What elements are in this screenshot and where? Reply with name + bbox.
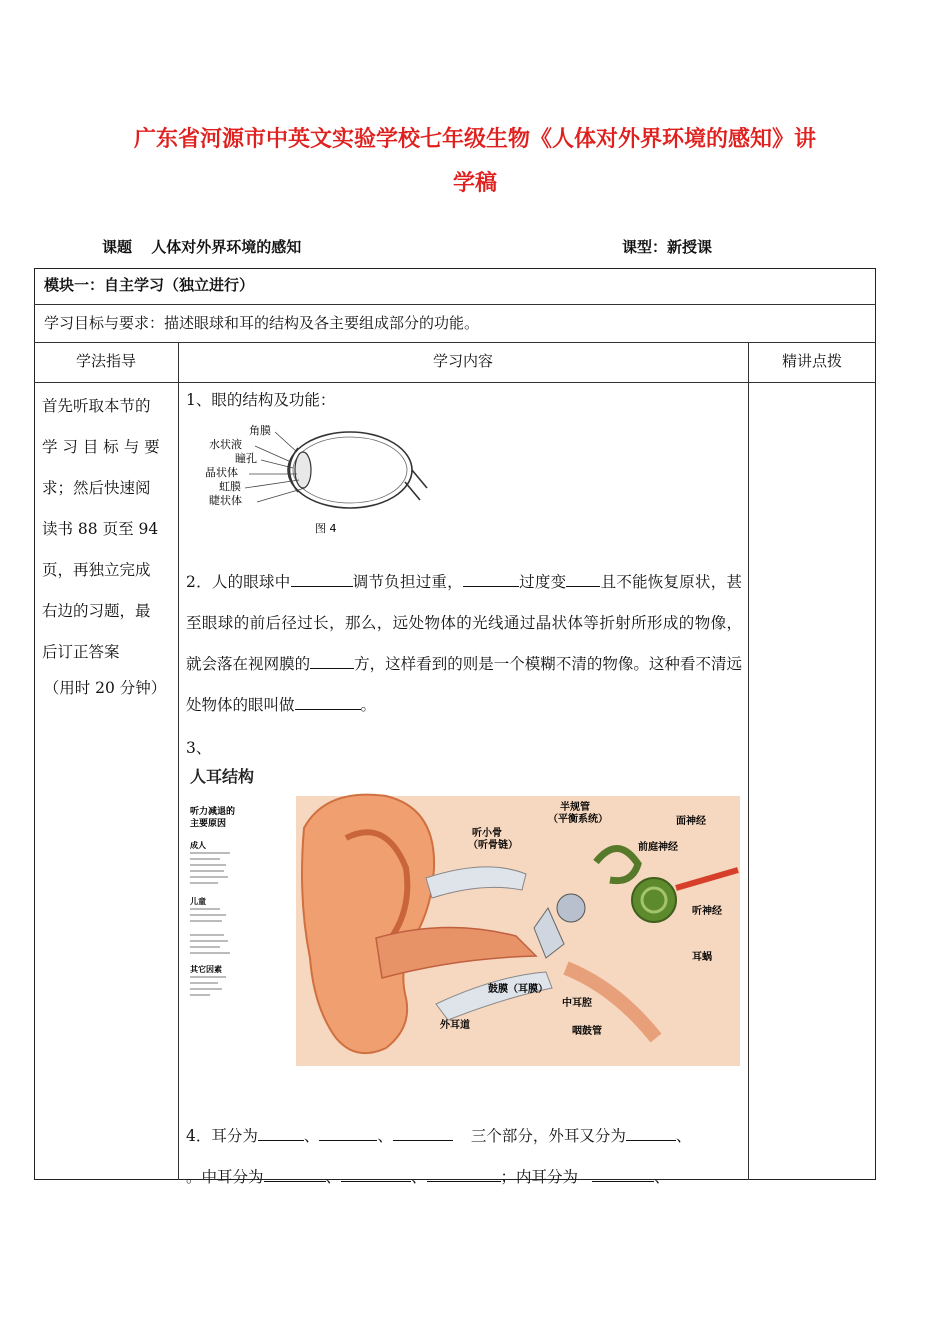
- label-eardrum: 鼓膜（耳膜）: [488, 984, 548, 995]
- label-line: [257, 488, 305, 502]
- label-middle-ear: 中耳腔: [562, 998, 592, 1009]
- header-method: 学法指导: [75, 352, 136, 370]
- lesson-type: 课型：新授课: [622, 238, 713, 256]
- label-eustachian-tube: 咽鼓管: [572, 1026, 602, 1037]
- topic-value: 人体对外界环境的感知: [151, 238, 302, 256]
- label-canals: （平衡系统）: [548, 814, 608, 825]
- q2-text: 2．人的眼球中: [186, 573, 291, 591]
- lens-shape: [295, 452, 311, 488]
- answer-blank[interactable]: [592, 1165, 654, 1182]
- side-text-lines: [190, 852, 230, 884]
- side-group: 儿童: [190, 897, 206, 906]
- side-heading: 主要原因: [190, 819, 227, 829]
- header-content: 学习内容: [432, 352, 493, 370]
- side-group: 成人: [190, 841, 206, 850]
- eye-label: 瞳孔: [235, 452, 257, 465]
- method-guidance: [42, 386, 172, 703]
- document-title: [60, 118, 890, 206]
- learning-goal: 学习目标与要求：描述眼球和耳的结构及各主要组成部分的功能。: [44, 314, 480, 332]
- answer-blank[interactable]: [427, 1165, 501, 1182]
- label-facial-nerve: 面神经: [676, 816, 706, 827]
- guide-line: 读书 88 页至 94: [42, 520, 159, 538]
- answer-blank[interactable]: [341, 1165, 411, 1182]
- guide-line: 右边的习题，最: [42, 602, 151, 620]
- q2-text: 且不能恢复原状，甚至眼球的前后径过长，那么，远处物体的光线通过晶状体等折射所形成的物像，就会落在视网膜的: [186, 573, 742, 673]
- q4-text: ；内耳分为: [500, 1168, 579, 1186]
- q4-text: 。中耳分为: [186, 1168, 264, 1186]
- side-text-lines: [190, 976, 226, 996]
- answer-blank[interactable]: [393, 1124, 453, 1141]
- guide-line: 页，再独立完成: [42, 561, 151, 579]
- cochlea: [632, 878, 676, 922]
- ear-title: 人耳结构: [190, 767, 255, 786]
- label-ossicles: （听骨链）: [468, 840, 518, 851]
- label-line: [275, 432, 297, 452]
- question-2: [186, 562, 742, 726]
- guide-line: 求；然后快速阅: [42, 479, 151, 497]
- eye-label: 角膜: [249, 424, 271, 437]
- label-ear-canal: 外耳道: [440, 1020, 470, 1031]
- question-4: [186, 1116, 742, 1198]
- row-divider: [34, 382, 876, 383]
- answer-blank[interactable]: [295, 693, 361, 710]
- answer-blank[interactable]: [626, 1124, 676, 1141]
- guide-line: 学 习 目 标 与 要: [42, 438, 160, 456]
- q2-text: 过度变: [518, 573, 567, 591]
- ear-diagram: [186, 758, 742, 1068]
- module-heading: 模块一：自主学习（独立进行）: [44, 276, 255, 294]
- eye-label: 睫状体: [209, 494, 242, 507]
- column-divider: [178, 342, 179, 1180]
- title-line-1: 广东省河源市中英文实验学校七年级生物《人体对外界环境的感知》讲: [133, 127, 816, 152]
- side-text-lines: [190, 908, 230, 954]
- column-divider: [748, 342, 749, 1180]
- q2-text: 方，这样看到的则是一个模糊不清的物像。这种看不清远处物体的眼叫做: [186, 655, 742, 714]
- answer-blank[interactable]: [264, 1165, 326, 1182]
- guide-time: （用时 20 分钟）: [43, 679, 167, 697]
- answer-blank[interactable]: [291, 570, 353, 587]
- answer-blank[interactable]: [319, 1124, 377, 1141]
- q2-text: 调节负担过重，: [352, 573, 463, 591]
- optic-nerve: [405, 482, 420, 500]
- answer-blank[interactable]: [258, 1124, 304, 1141]
- row-divider: [34, 342, 876, 343]
- eye-caption: 图 4: [315, 522, 337, 535]
- eye-label: 水状液: [209, 438, 242, 451]
- label-line: [245, 480, 299, 488]
- eye-diagram: [205, 418, 435, 540]
- row-divider: [34, 304, 876, 305]
- label-auditory-nerve: 听神经: [692, 906, 722, 917]
- guide-line: 首先听取本节的: [42, 397, 151, 415]
- q4-line-1: 4．耳分为 、 、 三个部分，外耳又分为 、: [186, 1116, 742, 1157]
- q4-text: 三个部分，外耳又分为: [470, 1127, 626, 1145]
- answer-blank[interactable]: [566, 570, 600, 587]
- label-cochlea: 耳蜗: [692, 952, 712, 963]
- side-heading: 听力减退的: [190, 807, 236, 817]
- topic-label: 课题: [102, 238, 133, 256]
- guide-line: 后订正答案: [42, 643, 120, 661]
- eye-label: 虹膜: [219, 480, 241, 493]
- lesson-topic: [102, 236, 301, 257]
- question-1: 1、眼的结构及功能：: [186, 391, 336, 409]
- label-canals: 半规管: [560, 802, 590, 813]
- side-group: 其它因素: [190, 965, 222, 974]
- question-3: 3、: [186, 739, 212, 757]
- answer-blank[interactable]: [310, 652, 354, 669]
- title-line-2: 学稿: [452, 171, 497, 196]
- q4-line-2: 。中耳分为 、 、 ；内耳分为 、: [186, 1157, 742, 1198]
- header-notes: 精讲点拨: [781, 352, 842, 370]
- label-vestibular-nerve: 前庭神经: [638, 842, 678, 853]
- label-line: [255, 446, 291, 462]
- optic-nerve: [412, 470, 427, 488]
- q4-text: 4．耳分为: [186, 1127, 258, 1145]
- eye-label: 晶状体: [205, 466, 238, 479]
- ossicles: [557, 894, 585, 922]
- answer-blank[interactable]: [463, 570, 519, 587]
- q2-text: 。: [360, 696, 377, 714]
- label-ossicles: 听小骨: [472, 828, 502, 839]
